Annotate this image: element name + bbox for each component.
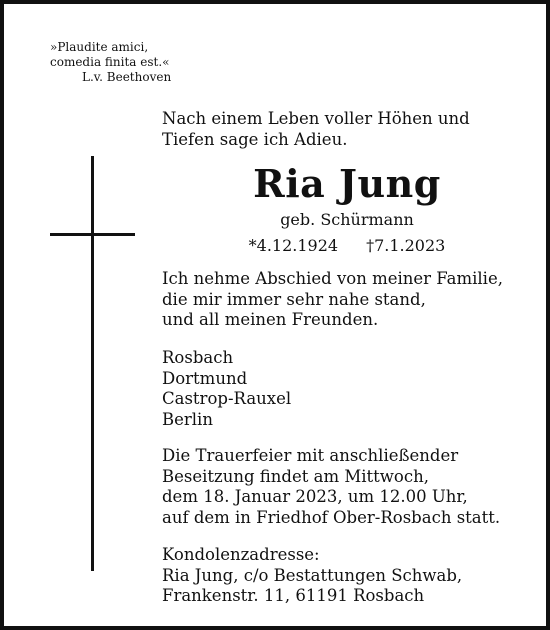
death-date: †7.1.2023	[366, 236, 446, 255]
quote-line: »Plaudite amici,	[50, 40, 149, 54]
cross-icon-bar	[50, 233, 135, 236]
life-dates	[162, 236, 532, 256]
intro-text	[162, 109, 532, 150]
quote-line: comedia finita est.«	[50, 55, 170, 69]
epigraph-quote	[50, 40, 171, 85]
deceased-name: Ria Jung	[253, 161, 441, 206]
farewell-line: Ich nehme Abschied von meiner Familie,	[162, 269, 503, 288]
funeral-service-text	[162, 446, 532, 528]
service-line: Die Trauerfeier mit anschließender	[162, 446, 459, 465]
farewell-line: die mir immer sehr nahe stand,	[162, 289, 426, 309]
place-item: Castrop-Rauxel	[162, 389, 292, 408]
quote-author: L.v. Beethoven	[82, 70, 172, 84]
farewell-text	[162, 269, 532, 331]
service-line: auf dem in Friedhof Ober-Rosbach statt.	[162, 507, 501, 527]
service-line: dem 18. Januar 2023, um 12.00 Uhr,	[162, 487, 468, 506]
condolence-line: Ria Jung, c/o Bestattungen Schwab,	[162, 565, 463, 585]
condolence-line: Frankenstr. 11, 61191 Rosbach	[162, 586, 425, 605]
intro-line: Nach einem Leben voller Höhen und	[162, 109, 470, 128]
place-item: Rosbach	[162, 348, 234, 367]
intro-line: Tiefen sage ich Adieu.	[162, 129, 348, 149]
place-item: Berlin	[162, 409, 213, 429]
condolence-address	[162, 545, 532, 607]
maiden-name: geb. Schürmann	[280, 210, 414, 229]
condolence-heading: Kondolenzadresse:	[162, 545, 320, 564]
birth-date: *4.12.1924	[248, 236, 339, 255]
place-item: Dortmund	[162, 368, 248, 388]
service-line: Beseitzung findet am Mittwoch,	[162, 466, 429, 486]
cross-icon	[91, 156, 94, 571]
places-list	[162, 348, 532, 430]
farewell-line: und all meinen Freunden.	[162, 310, 379, 329]
